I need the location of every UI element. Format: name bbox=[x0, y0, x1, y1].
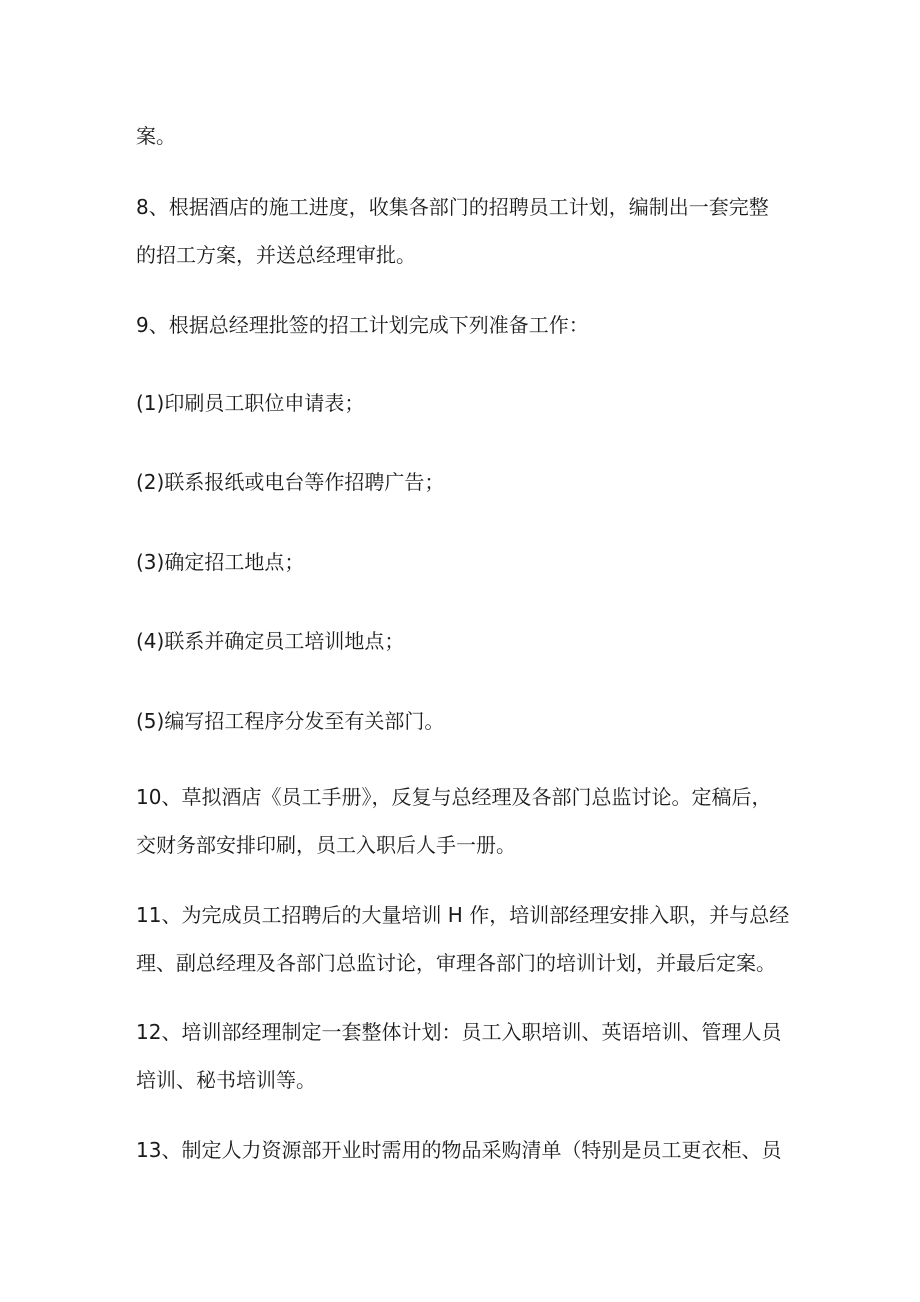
text-line: (4)联系并确定员工培训地点； bbox=[136, 629, 405, 653]
text-line: (2)联系报纸或电台等作招聘广告； bbox=[136, 470, 445, 494]
text-line: 交财务部安排印刷，员工入职后人手一册。 bbox=[136, 833, 516, 857]
text-line: (3)确定招工地点； bbox=[136, 550, 305, 574]
text-line: 9、根据总经理批签的招工计划完成下列准备工作： bbox=[136, 313, 589, 337]
text-line: (1)印刷员工职位申请表； bbox=[136, 391, 365, 415]
text-line: 8、根据酒店的施工进度，收集各部门的招聘员工计划，编制出一套完整 bbox=[136, 195, 769, 219]
paragraph-item-9 bbox=[136, 301, 792, 349]
paragraph-sub-1 bbox=[136, 379, 792, 427]
paragraph-sub-2 bbox=[136, 458, 792, 506]
text-line: 13、制定人力资源部开业时需用的物品采购清单（特别是员工更衣柜、员 bbox=[136, 1138, 782, 1162]
text-line: 案。 bbox=[136, 124, 176, 148]
paragraph-item-12 bbox=[136, 1008, 792, 1104]
text-line: 10、草拟酒店《员工手册》，反复与总经理及各部门总监讨论。定稿后， bbox=[136, 785, 772, 809]
text-line: (5)编写招工程序分发至有关部门。 bbox=[136, 709, 445, 733]
text-line: 理、副总经理及各部门总监讨论，审理各部门的培训计划，并最后定案。 bbox=[136, 951, 776, 975]
paragraph-item-13 bbox=[136, 1126, 792, 1174]
paragraph-sub-5 bbox=[136, 697, 792, 745]
text-line: 培训、秘书培训等。 bbox=[136, 1068, 316, 1092]
paragraph-sub-3 bbox=[136, 538, 792, 586]
paragraph-continuation bbox=[136, 112, 792, 160]
paragraph-sub-4 bbox=[136, 617, 792, 665]
text-line: 12、培训部经理制定一套整体计划：员工入职培训、英语培训、管理人员 bbox=[136, 1020, 782, 1044]
text-line: 的招工方案，并送总经理审批。 bbox=[136, 243, 416, 267]
paragraph-item-11 bbox=[136, 891, 792, 987]
paragraph-item-10 bbox=[136, 773, 792, 869]
paragraph-item-8 bbox=[136, 183, 792, 279]
text-line: 11、为完成员工招聘后的大量培训 H 作，培训部经理安排入职，并与总经 bbox=[136, 903, 790, 927]
